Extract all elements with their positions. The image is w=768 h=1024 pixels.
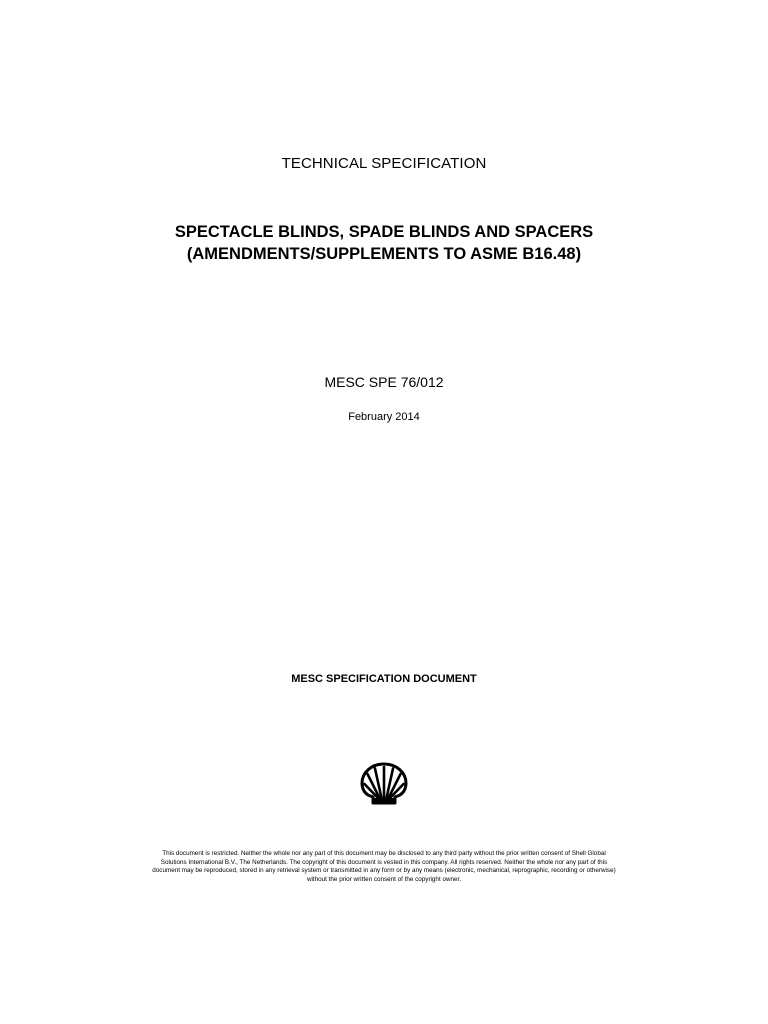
notice-line: Solutions International B.V., The Netherlands. The copyright of this document is vested in this company. All rights reserved. Neither the whole nor any part of this (160, 858, 608, 866)
shell-pecten-icon (358, 760, 410, 808)
document-number: MESC SPE 76/012 (324, 374, 444, 390)
document-type-label: TECHNICAL SPECIFICATION (281, 155, 487, 172)
restricted-notice (110, 850, 658, 884)
document-title (0, 221, 768, 265)
document-classification: MESC SPECIFICATION DOCUMENT (291, 673, 477, 685)
document-title-line: SPECTACLE BLINDS, SPADE BLINDS AND SPACERS (174, 223, 594, 241)
document-title-line: (AMENDMENTS/SUPPLEMENTS TO ASME B16.48) (186, 245, 582, 263)
notice-line: document may be reproduced, stored in any retrieval system or transmitted in any form or by any means (electronic, mechanical, reprographic, recording or otherwise) (152, 867, 616, 875)
notice-line: This document is restricted. Neither the whole nor any part of this document may be disclosed to any third party without the prior written consent of Shell Global (162, 850, 606, 857)
document-date: February 2014 (348, 411, 420, 423)
notice-line: without the prior written consent of the copyright owner. (306, 875, 461, 883)
